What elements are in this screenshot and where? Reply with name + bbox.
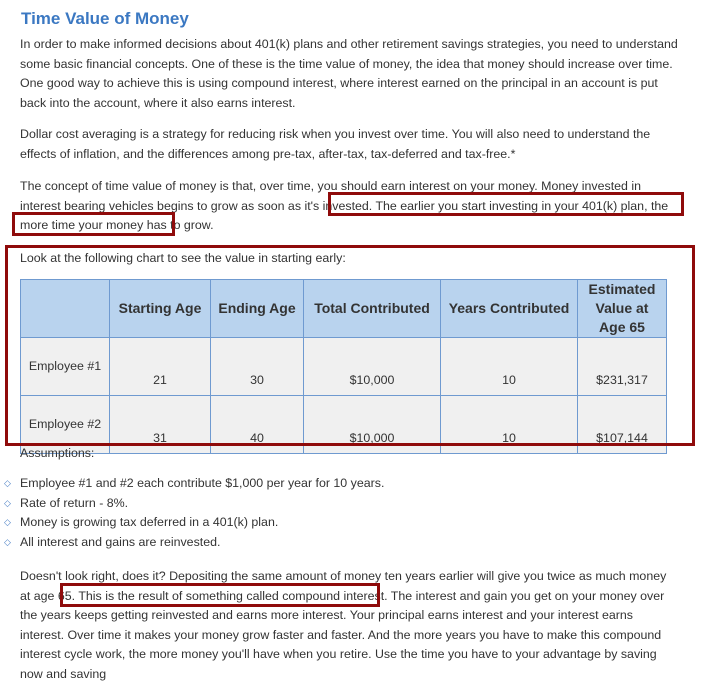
table-cell-ending-age: 30 (211, 338, 304, 396)
table-header-total-contributed: Total Contributed (304, 280, 441, 338)
table-cell-starting-age: 21 (110, 338, 211, 396)
compound-interest-highlight-text: This is the result of something called compound interest. (78, 588, 388, 603)
table-cell-years-contributed: 10 (441, 396, 578, 454)
table-cell-estimated-value: $107,144 (578, 396, 667, 454)
page-title: Time Value of Money (21, 9, 189, 28)
table-cell-starting-age: 31 (110, 396, 211, 454)
assumptions-list (0, 474, 384, 553)
highlight-box-earlier-start-line1 (328, 192, 684, 216)
closing-text-end: The interest and gain you get on your money over the years keeps getting reinvested and earns more interest. Your principal earns interest and your interest earns interest. Over time it makes your money grow faster and faster. And the more years you have to make this compound interest cycle work, the more money you'll have when you retire. Use the time you have to your advantage by saving now and saving (20, 588, 665, 681)
table-header-years-contributed: Years Contributed (441, 280, 578, 338)
list-item-text: All interest and gains are reinvested. (20, 535, 221, 550)
list-item (0, 494, 384, 514)
concept-text: The concept of time value of money is that, over time, you should earn interest on your money. Money invested in interest bearing vehicles begins to grow as soon as it's invested. (20, 179, 642, 213)
table-cell-total-contributed: $10,000 (304, 396, 441, 454)
highlight-box-earlier-start-line2 (12, 212, 175, 236)
assumptions-label: Assumptions: (20, 446, 95, 460)
dollar-cost-averaging-paragraph: Dollar cost averaging is a strategy for reducing risk when you invest over time. You will also need to understand the effects of inflation, and the differences among pre-tax, after-tax, tax-deferred and tax-free.* (20, 127, 651, 161)
table-header-starting-age: Starting Age (110, 280, 211, 338)
intro-paragraph: In order to make informed decisions about 401(k) plans and other retirement savings strategies, you need to understand some basic financial concepts. One of these is the time value of money, the idea that money should increase over time. One good way to achieve this is using compound interest, where interest earned on the principal in an account is put back into the account, where it also earns interest. (20, 37, 678, 110)
list-item (0, 513, 384, 533)
diamond-bullet-icon: ◇ (4, 497, 11, 508)
table-cell-employee: Employee #1 (21, 338, 110, 396)
diamond-bullet-icon: ◇ (4, 517, 11, 528)
list-item-text: Rate of return - 8%. (20, 495, 129, 510)
highlight-box-compound-interest (60, 583, 380, 607)
diamond-bullet-icon: ◇ (4, 478, 11, 488)
table-cell-employee: Employee #2 (21, 396, 110, 454)
table-header-ending-age: Ending Age (211, 280, 304, 338)
list-item (0, 533, 384, 553)
table-header-estimated-value: Estimated Value at Age 65 (578, 280, 667, 338)
closing-text-start: Doesn't look right, does it? Depositing the same amount of money ten years earlier will give you twice as much money at age 65. (20, 569, 667, 603)
concept-highlight-text: The earlier you start investing in your 401(k) plan, the more time your money has to grow. (20, 198, 669, 233)
chart-intro-text: Look at the following chart to see the value in starting early: (20, 251, 346, 265)
table-cell-estimated-value: $231,317 (578, 338, 667, 396)
list-item-text: Money is growing tax deferred in a 401(k) plan. (20, 515, 279, 530)
table-cell-years-contributed: 10 (441, 338, 578, 396)
table-cell-total-contributed: $10,000 (304, 338, 441, 396)
highlight-box-chart (5, 245, 695, 446)
diamond-bullet-icon: ◇ (4, 537, 11, 548)
table-cell-ending-age: 40 (211, 396, 304, 454)
list-item (0, 474, 384, 494)
list-item-text: Employee #1 and #2 each contribute $1,000 per year for 10 years. (20, 476, 385, 490)
